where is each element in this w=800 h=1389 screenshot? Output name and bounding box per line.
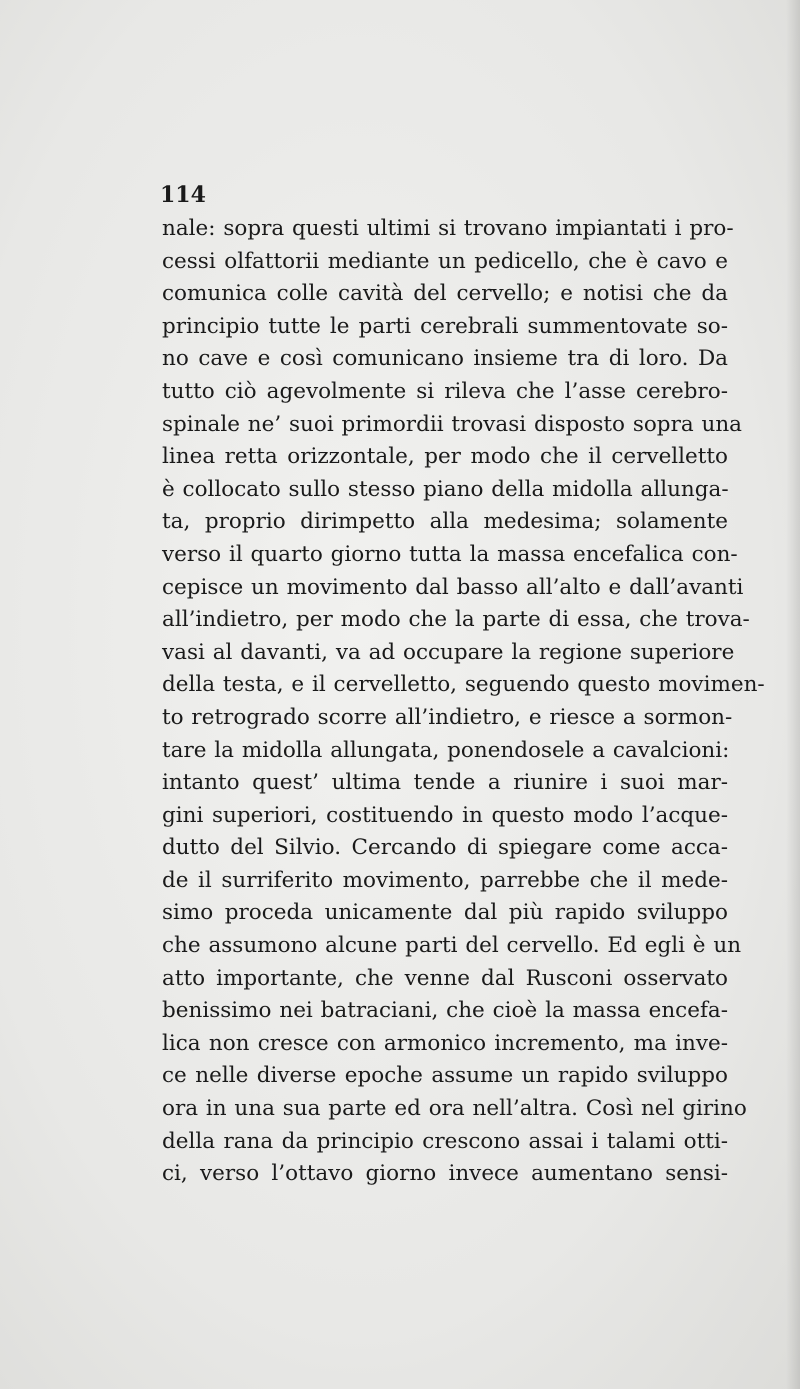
text-line: verso il quarto giorno tutta la massa encefalica con- xyxy=(162,541,738,567)
text-line: intanto quest’ ultima tende a riunire i suoi mar- xyxy=(162,770,728,796)
text-line: gini superiori, costituendo in questo modo l’acque- xyxy=(162,802,728,828)
text-line: atto importante, che venne dal Rusconi osservato xyxy=(162,965,728,991)
text-line: lica non cresce con armonico incremento, ma inve- xyxy=(162,1030,728,1056)
text-line: è collocato sullo stesso piano della midolla allunga- xyxy=(162,476,729,502)
text-line: della rana da principio crescono assai i talami otti- xyxy=(162,1128,728,1154)
text-line: all’indietro, per modo che la parte di essa, che trova- xyxy=(162,607,750,633)
text-line: cepisce un movimento dal basso all’alto e dall’avanti xyxy=(162,574,744,600)
text-line: nale: sopra questi ultimi si trovano impiantati i pro- xyxy=(162,216,734,241)
text-line: benissimo nei batraciani, che cioè la massa encefa- xyxy=(162,998,728,1024)
text-line: simo proceda unicamente dal più rapido sviluppo xyxy=(162,900,728,926)
text-line: cessi olfattorii mediante un pedicello, che è cavo e xyxy=(162,248,728,274)
text-line: ce nelle diverse epoche assume un rapido sviluppo xyxy=(162,1063,728,1089)
text-line: to retrogrado scorre all’indietro, e riesce a sormon- xyxy=(162,704,733,730)
text-line: ora in una sua parte ed ora nell’altra. Così nel girino xyxy=(162,1096,747,1122)
text-line: tutto ciò agevolmente si rileva che l’asse cerebro- xyxy=(162,378,728,404)
page-number: 114 xyxy=(160,182,206,208)
text-line: linea retta orizzontale, per modo che il cervelletto xyxy=(162,444,728,470)
text-line: no cave e così comunicano insieme tra di loro. Da xyxy=(162,346,728,372)
text-line: dutto del Silvio. Cercando di spiegare come acca- xyxy=(162,835,728,861)
text-line: tare la midolla allungata, ponendosele a cavalcioni: xyxy=(162,737,730,763)
text-line: principio tutte le parti cerebrali summentovate so- xyxy=(162,313,728,339)
page-edge-shadow xyxy=(786,0,800,1389)
text-line: spinale ne’ suoi primordii trovasi disposto sopra una xyxy=(162,411,743,437)
text-line: de il surriferito movimento, parrebbe che il mede- xyxy=(162,867,728,893)
text-line: vasi al davanti, va ad occupare la regione superiore xyxy=(162,639,735,665)
text-line: della testa, e il cervelletto, seguendo questo movimen- xyxy=(162,672,765,698)
text-line: che assumono alcune parti del cervello. Ed egli è un xyxy=(162,933,742,959)
text-line: comunica colle cavità del cervello; e notisi che da xyxy=(162,281,728,307)
text-line: ta, proprio dirimpetto alla medesima; solamente xyxy=(162,509,728,535)
text-line: ci, verso l’ottavo giorno invece aumentano sensi- xyxy=(162,1161,728,1187)
body-text xyxy=(162,213,765,1191)
